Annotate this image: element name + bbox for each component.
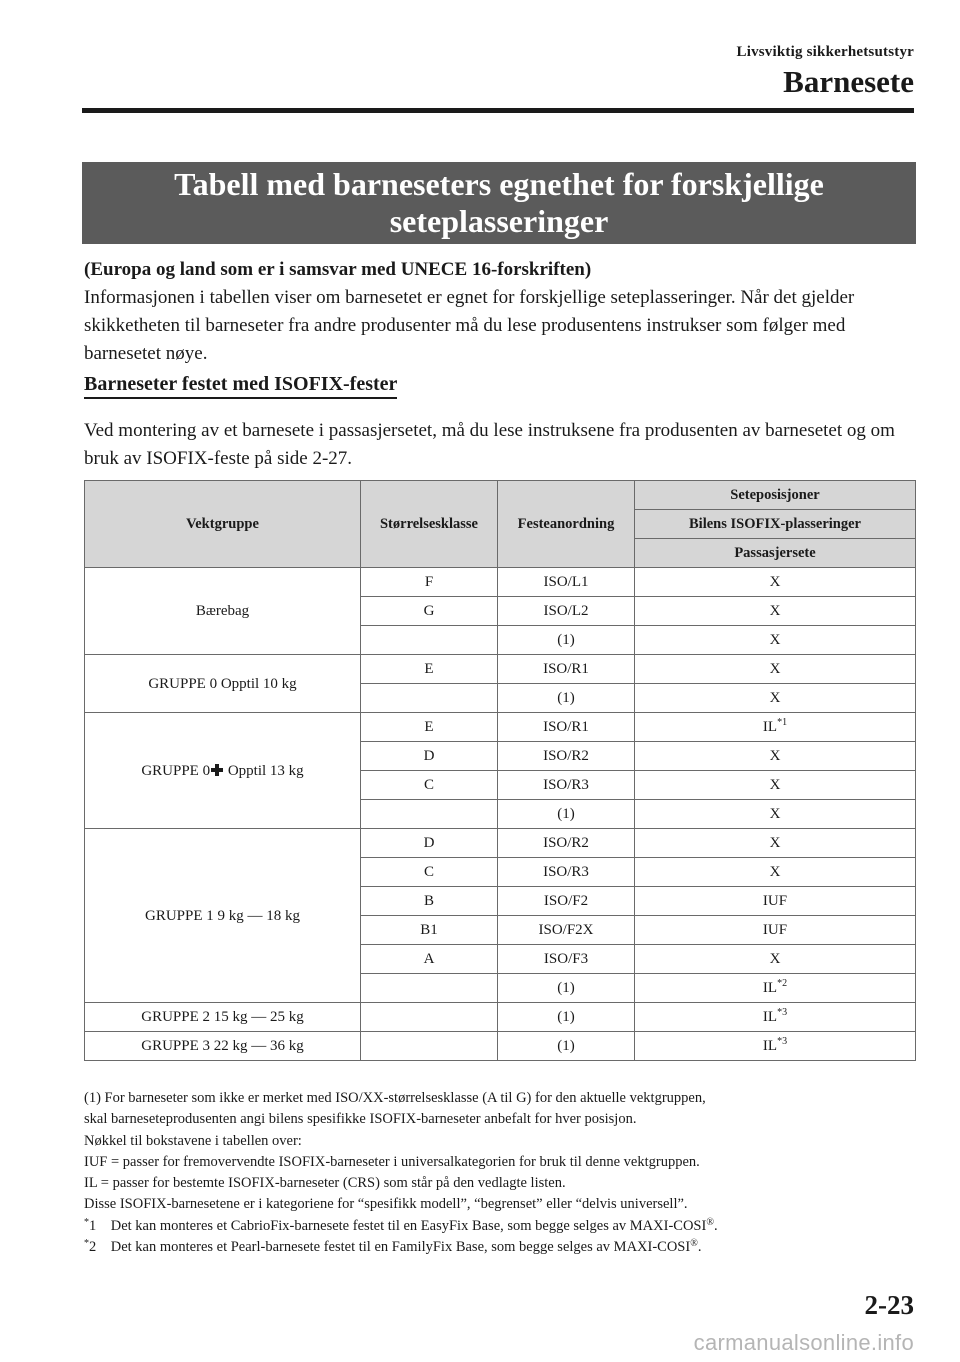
fixture-cell: ISO/F2X (498, 916, 635, 945)
suitability-cell (635, 945, 916, 974)
suitability-cell (635, 1003, 916, 1032)
weight-group-range: Opptil 13 kg (227, 762, 304, 779)
table-row (85, 1032, 916, 1061)
footnote-text: Det kan monteres et CabrioFix-barnesete festet til en EasyFix Base, som begge selges av MAXI-COSI (110, 1217, 707, 1234)
suitability-cell (635, 742, 916, 771)
footnote-period: . (713, 1217, 718, 1234)
size-class-cell: G (361, 597, 498, 626)
fixture-cell: ISO/R1 (498, 655, 635, 684)
suitability-cell (635, 684, 916, 713)
header-passenger-seat: Passasjersete (635, 539, 916, 568)
section-heading: Barneseter festet med ISOFIX-fester (84, 373, 397, 399)
weight-group-cell: GRUPPE 1 9 kg — 18 kg (85, 829, 361, 1003)
suitability-value: IL (762, 719, 778, 735)
suitability-value: IL (762, 980, 778, 996)
size-class-cell: E (361, 655, 498, 684)
suitability-cell (635, 887, 916, 916)
suitability-cell (635, 771, 916, 800)
weight-group-cell: GRUPPE 0 Opptil 10 kg (85, 655, 361, 713)
size-class-cell: B (361, 887, 498, 916)
intro-heading: (Europa og land som er i samsvar med UNECE 16-forskriften) (84, 259, 592, 280)
header-size-class: Størrelsesklasse (361, 481, 498, 568)
watermark: carmanualsonline.info (693, 1330, 914, 1355)
size-class-cell: A (361, 945, 498, 974)
fixture-cell: (1) (498, 800, 635, 829)
header-seat-positions: Seteposisjoner (635, 481, 916, 510)
registered-mark: ® (706, 1216, 714, 1228)
fixture-cell: (1) (498, 1003, 635, 1032)
header-weight-group: Vektgruppe (85, 481, 361, 568)
suitability-value: X (769, 951, 781, 967)
suitability-cell (635, 1032, 916, 1061)
section-body: Ved montering av et barnesete i passasjersetet, må du lese instruksene fra produsenten av barnesetet og om bruk av ISOFIX-feste på side 2-27. (84, 420, 895, 469)
note-line: IL = passer for bestemte ISOFIX-barneseter (CRS) som står på den vedlagte listen. (84, 1175, 566, 1192)
weight-group-cell: Bærebag (85, 568, 361, 655)
footnote-mark: * (84, 1216, 89, 1228)
fixture-cell: ISO/F2 (498, 887, 635, 916)
size-class-cell: F (361, 568, 498, 597)
footnote-ref: *1 (777, 717, 788, 728)
fixture-cell: (1) (498, 626, 635, 655)
size-class-cell (361, 800, 498, 829)
suitability-cell (635, 597, 916, 626)
chapter-title: Barnesete (783, 64, 914, 99)
footnote-ref: *3 (777, 1007, 788, 1018)
suitability-value: IL (762, 1038, 778, 1054)
footnote-2 (84, 1237, 914, 1258)
note-line: (1) For barneseter som ikke er merket med ISO/XX-størrelsesklasse (A til G) for den aktuelle vektgruppen, (84, 1090, 706, 1106)
table-notes (84, 1088, 914, 1258)
weight-group-name: GRUPPE 0 (141, 762, 211, 779)
suitability-cell (635, 974, 916, 1003)
size-class-cell (361, 684, 498, 713)
size-class-cell (361, 1032, 498, 1061)
fixture-cell: (1) (498, 1032, 635, 1061)
suitability-value: X (769, 748, 781, 764)
fixture-cell: ISO/R2 (498, 742, 635, 771)
section-title: Livsviktig sikkerhetsutstyr (736, 44, 914, 60)
suitability-cell (635, 713, 916, 742)
size-class-cell: D (361, 829, 498, 858)
page-title: Tabell med barneseters egnethet for forskjellige seteplasseringer (82, 162, 916, 244)
header-fixture: Festeanordning (498, 481, 635, 568)
suitability-cell (635, 829, 916, 858)
suitability-value: X (769, 603, 781, 619)
suitability-value: X (769, 806, 781, 822)
suitability-cell (635, 858, 916, 887)
registered-mark: ® (690, 1238, 698, 1250)
intro-body: Informasjonen i tabellen viser om barnesetet er egnet for forskjellige seteplasseringer. Når det gjelder skikketheten til barneseter fra andre produsenter må du lese produsentens instrukser som følger med barnesetet nøye. (84, 287, 855, 364)
suitability-value: X (769, 661, 781, 677)
suitability-value: IUF (762, 922, 788, 938)
weight-group-cell: GRUPPE 3 22 kg — 36 kg (85, 1032, 361, 1061)
table-row (85, 829, 916, 858)
suitability-value: X (769, 574, 781, 590)
footnote-number: 2 (89, 1239, 97, 1256)
weight-group-cell (85, 713, 361, 829)
size-class-cell: C (361, 771, 498, 800)
weight-group-cell: GRUPPE 2 15 kg — 25 kg (85, 1003, 361, 1032)
footnote-number: 1 (89, 1217, 97, 1234)
fixture-cell: ISO/R3 (498, 771, 635, 800)
fixture-cell: ISO/R2 (498, 829, 635, 858)
table-row (85, 568, 916, 597)
fixture-cell: ISO/R3 (498, 858, 635, 887)
suitability-cell (635, 800, 916, 829)
footnote-1 (84, 1216, 914, 1237)
fixture-cell: ISO/L2 (498, 597, 635, 626)
table-row (85, 713, 916, 742)
note-line: Nøkkel til bokstavene i tabellen over: (84, 1132, 302, 1149)
note-line: Disse ISOFIX-barnesetene er i kategoriene for “spesifikk modell”, “begrenset” eller “delvis universell”. (84, 1196, 688, 1213)
size-class-cell: B1 (361, 916, 498, 945)
suitability-cell (635, 916, 916, 945)
header-divider (82, 108, 914, 113)
size-class-cell (361, 974, 498, 1003)
suitability-value: X (769, 632, 781, 648)
header-isofix-positions: Bilens ISOFIX-plasseringer (635, 510, 916, 539)
suitability-value: X (769, 690, 781, 706)
footnote-text: Det kan monteres et Pearl-barnesete festet til en FamilyFix Base, som begge selges av MAXI-COSI (110, 1239, 691, 1256)
table-row (85, 655, 916, 684)
fixture-cell: (1) (498, 974, 635, 1003)
footnote-ref: *3 (777, 1036, 788, 1047)
footnote-period: . (697, 1239, 702, 1256)
suitability-table (84, 480, 916, 1061)
size-class-cell (361, 626, 498, 655)
size-class-cell (361, 1003, 498, 1032)
table-row (85, 1003, 916, 1032)
size-class-cell: E (361, 713, 498, 742)
suitability-cell (635, 655, 916, 684)
page-number: 2-23 (864, 1290, 914, 1320)
fixture-cell: ISO/F3 (498, 945, 635, 974)
note-line: skal barneseteprodusenten angi bilens spesifikke ISOFIX-barneseter anbefalt for hver posisjon. (84, 1111, 637, 1128)
fixture-cell: ISO/R1 (498, 713, 635, 742)
note-line: IUF = passer for fremovervendte ISOFIX-barneseter i universalkategorien for bruk til denne vektgruppen. (84, 1153, 700, 1170)
size-class-cell: C (361, 858, 498, 887)
fixture-cell: ISO/L1 (498, 568, 635, 597)
suitability-value: X (769, 835, 781, 851)
plus-icon (211, 764, 223, 776)
suitability-cell (635, 626, 916, 655)
footnote-mark: * (84, 1238, 89, 1250)
suitability-value: X (769, 864, 781, 880)
footnote-ref: *2 (777, 978, 788, 989)
fixture-cell: (1) (498, 684, 635, 713)
suitability-value: IL (762, 1009, 778, 1025)
suitability-value: IUF (762, 893, 788, 909)
suitability-value: X (769, 777, 781, 793)
size-class-cell: D (361, 742, 498, 771)
suitability-cell (635, 568, 916, 597)
